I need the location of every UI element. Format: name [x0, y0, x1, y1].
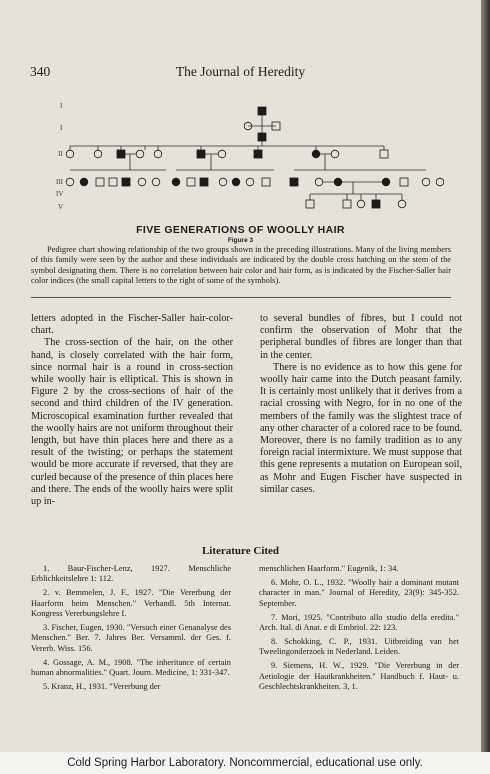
pedigree-female — [154, 150, 162, 158]
generation-label: II — [58, 150, 63, 158]
body-column-left — [31, 313, 233, 508]
paragraph: The cross-section of the hair, on the other hand, is closely correlated with the hair form, since normal hair is a round in cross-section while woolly hair is elliptical. This is shown in Figure 2 by the cross-sections of hair of the second and third children of the IV generation. Microscopical examination further revealed that the woolly hairs are not uniform throughout their length, but have thin places here and there as a result of the twisting; or perhaps the statement would be more accurate if reversed, that they are curled because of the presence of thin places here and there. The ends of the woolly hairs were split up in- — [31, 337, 233, 508]
pedigree-female — [218, 150, 226, 158]
reference-item: 1. Baur-Fischer-Lenz, 1927. Menschliche Erblichkeitslehre 1: 112. — [31, 564, 231, 584]
pedigree-male-affected — [117, 150, 125, 158]
paragraph: letters adopted in the Fischer-Saller hair-color-chart. — [31, 313, 233, 337]
pedigree-female — [66, 150, 74, 158]
generation-label: III — [56, 178, 63, 186]
reference-item: 3. Fischer, Eugen, 1930. "Versuch einer Genanalyse des Menschen." Ber. 7. Jahres Ber. Versamml. der Ges. f. Vererb. Wiss. 156. — [31, 623, 231, 653]
pedigree-female — [136, 150, 144, 158]
generation-label: I — [60, 124, 63, 132]
pedigree-male-affected — [258, 107, 266, 115]
footer-notice: Cold Spring Harbor Laboratory. Noncommercial, educational use only. — [0, 752, 490, 774]
figure-number: Figure 3 — [227, 237, 254, 244]
body-column-right — [260, 313, 462, 496]
reference-item: menschlichen Haarform." Eugenik, 1: 34. — [259, 564, 399, 573]
page-edge — [481, 0, 490, 752]
page-number: 340 — [30, 64, 51, 79]
paragraph: There is no evidence as to how this gene for woolly hair came into the Dutch peasant family. It is certainly most unlikely that it derives from a racial crossing with Negro, for in no one of the members of the family was the slightest trace of any other character of a colored race to be found. Moreover, there is no family tradition as to any foreign racial intermixture. We must suppose that this gene represents a mutation on European soil, as Mohr and Eugen Fischer have suspected in similar cases. — [260, 361, 462, 495]
figure-title: FIVE GENERATIONS OF WOOLLY HAIR — [136, 224, 345, 236]
pedigree-male-affected — [197, 150, 205, 158]
pedigree-male-affected — [254, 150, 262, 158]
reference-item: 2. v. Bemmelen, J. F., 1927. "Die Vererbung der Haarform beim Menschen." Verhandl. 5th Internat. Kongress Vererbungslehre I. — [31, 588, 231, 619]
pedigree-female-affected — [312, 150, 320, 158]
reference-item: 9. Siemens, H. W., 1929. "Die Vererbung in der Aetiologie der Hautkrankheiten." Handbuch f. Haut- u. Geschlechtskrankheiten. 3, 1. — [259, 661, 459, 692]
references-heading: Literature Cited — [201, 545, 280, 557]
section-divider — [31, 297, 451, 298]
references-left — [31, 564, 231, 696]
pedigree-female — [94, 150, 102, 158]
reference-item: 8. Schokking, C. P., 1931. Uitbreiding van het Tweelingonderzoek in Nederland. Leiden. — [259, 636, 459, 657]
reference-item: 4. Gossage, A. M., 1908. "The inheritance of certain human abnormalities." Quart. Journ. Medicine, 1: 331-347. — [31, 657, 231, 678]
generation-label: V — [58, 203, 64, 211]
figure-caption: Pedigree chart showing relationship of the two groups shown in the preceding illustrations. Many of the living members of this family were seen by the author and these individuals are indicated by the double cross hatching on the stem of the symbol designating them. There is no correlation between hair color and hair form, as is indicated by the Fischer-Saller hair color indices (the small capital letters to the right of some of the symbols). — [31, 245, 451, 286]
pedigree-chart — [48, 96, 448, 218]
generation-label: I — [60, 102, 63, 110]
reference-item: 7. Mori, 1925. "Contributo allo studio della eredita." Arch. Ital. di Anat. e di Embriol. 22: 123. — [259, 612, 459, 633]
reference-item: 5. Kranz, H., 1931. "Vererbung der — [43, 682, 161, 692]
pedigree-male-affected — [258, 133, 266, 141]
generation-label: IV — [56, 190, 64, 198]
reference-item: 6. Mohr, O. L., 1932. "Woolly hair a dominant mutant character in man." Journal of Heredity, 23(9): 345-352. September. — [259, 577, 459, 608]
pedigree-male — [380, 150, 388, 158]
paragraph: to several bundles of fibres, but I could not confirm the observation of Mohr that the peripheral bundles of fibres are longer than that in the center. — [260, 313, 462, 361]
running-head: The Journal of Heredity — [175, 64, 306, 79]
pedigree-female — [331, 150, 339, 158]
references-right — [259, 564, 459, 696]
